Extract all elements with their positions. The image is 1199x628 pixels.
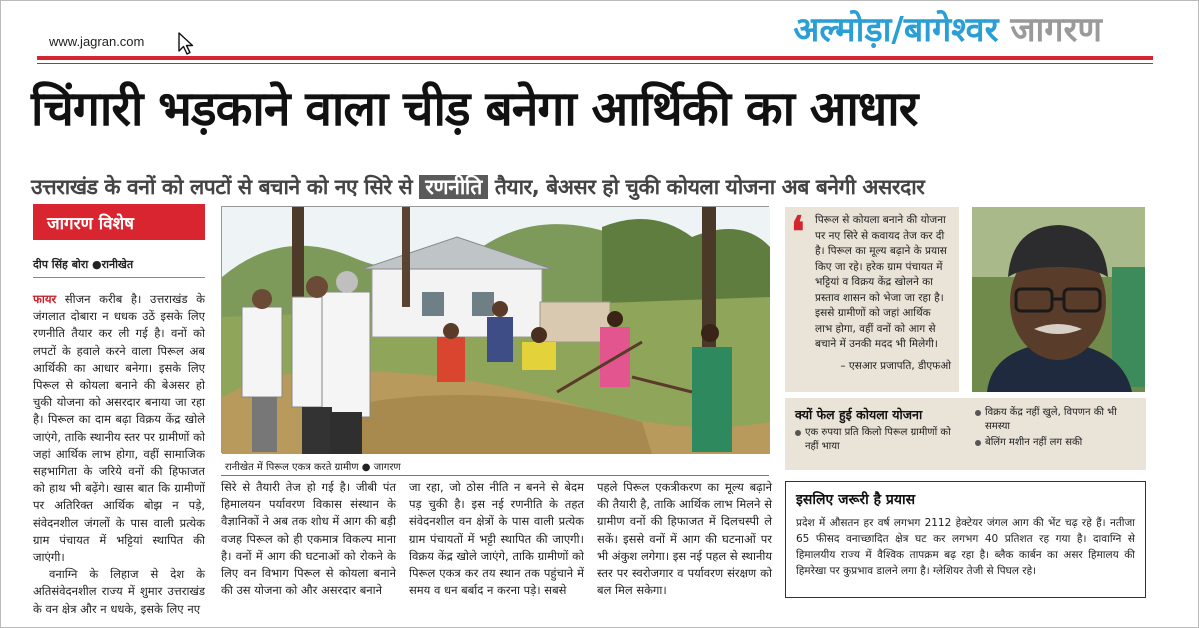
quote-text: पिरूल से कोयला बनाने की योजना पर नए सिरे से कवायद तेज कर दी है। पिरूल का मूल्य बढ़ाने के प्रयास किए जा रहे। हरेक ग्राम पंचायत में भट्टियां व विक्रय केंद्र खोलने का प्रस्ताव शासन को भेजा जा रहा है। इससे ग्रामीणों को जहां आर्थिक लाभ होगा, वहीं वनों को आग से बचाने में उनकी मदद भी मिलेगी। <box>815 214 947 350</box>
byline-divider <box>33 277 205 278</box>
article-column-1 <box>33 291 205 616</box>
why-failed-item <box>975 436 1140 450</box>
why-failed-list-right <box>975 406 1140 452</box>
villagers-collecting-pine-needles-image <box>222 207 770 454</box>
byline: दीप सिंह बोरा ●रानीखेत <box>33 258 134 271</box>
masthead-brand: जागरण <box>1010 10 1102 50</box>
why-failed-item <box>975 406 1140 434</box>
why-scheme-failed-box <box>785 398 1146 470</box>
official-portrait <box>972 207 1145 392</box>
mouse-cursor-icon <box>177 31 195 57</box>
why-failed-item-text: एक रुपया प्रति किलो पिरूल ग्रामीणों को नहीं भाया <box>805 427 951 452</box>
col1-paragraph-2: वनाग्नि के लिहाज से देश के अतिसंवेदनशील राज्य में शुमार उत्तराखंड के वन क्षेत्र और न धधके, इसके लिए नए <box>33 567 205 616</box>
article-column-2: सिरे से तैयारी तेज हो गई है। जीबी पंत हिमालयन पर्यावरण विकास संस्थान के वैज्ञानिकों ने अब तक शोध में आग की बड़ी वजह पिरूल को ही एकमात्र विकल्प माना है। वनों में आग की घटनाओं को रोकने के लिए वन विभाग पिरूल से कोयला बनाने की उस योजना को और असरदार बनाने <box>221 480 396 598</box>
subhead-part-2: तैयार, बेअसर हो चुकी कोयला योजना अब बनेगी असरदार <box>487 175 925 199</box>
why-effort-needed-box <box>785 481 1146 598</box>
article-photo <box>221 206 769 453</box>
headline: चिंगारी भड़काने वाला चीड़ बनेगा आर्थिकी का आधार <box>31 81 918 137</box>
subheadline <box>31 173 1161 201</box>
section-badge: जागरण विशेष <box>33 204 205 240</box>
dfo-portrait-image <box>972 207 1145 392</box>
masthead-city: अल्मोड़ा/बागेश्वर <box>793 10 999 50</box>
photo-caption: रानीखेत में पिरूल एकत्र करते ग्रामीण ● जागरण <box>225 462 401 473</box>
why-failed-title: क्यों फेल हुई कोयला योजना <box>795 407 923 422</box>
masthead-thin-rule <box>37 63 1153 64</box>
article-column-3: जा रहा, जो ठोस नीति न बनने से बेदम पड़ चुकी है। इस नई रणनीति के तहत संवेदनशील वन क्षेत्रों के पास वाली प्रत्येक ग्राम पंचायतों में भट्टी स्थापित की जाएगी। विक्रय केंद्र खोले जाएंगे, ताकि ग्रामीणों को पिरूल एकत्र कर तय स्थान तक पहुंचाने में समय व धन बर्बाद न करना पड़े। सबसे <box>409 480 584 598</box>
caption-divider <box>221 475 769 476</box>
col1-paragraph-1 <box>33 291 205 566</box>
lead-word: फायर <box>33 292 57 306</box>
site-url[interactable]: www.jagran.com <box>49 34 145 49</box>
col1-text: सीजन करीब है। उत्तराखंड के जंगलात दोबारा न धधक उठें इसके लिए रणनीति तैयार कर ली गई है। वनों को लपटों के हवाले करने वाला पिरूल अब आर्थिकी का आधार बनेगा। इसके लिए पिरूल से कोयला बनाने की बेअसर हो चुकी योजना को असरदार बनाया जा रहा है। पिरूल का दाम बढ़ा विक्रय केंद्र खोले जाएंगे, ताकि स्थानीय स्तर पर ग्रामीणों को जहां आर्थिक लाभ होगा, वहीं सामाजिक सहभागिता के जरिये वनों की हिफाजत को हाथ भी बढ़ेंगे। खास बात कि ग्रामीणों पर अतिरिक्त आर्थिक बोझ न पड़े, संवेदनशील जंगलों के पास वाली प्रत्येक ग्राम पंचायत में भट्टियां स्थापित की जाएंगी। <box>33 292 205 565</box>
why-failed-item <box>795 426 955 454</box>
why-failed-item-text: विक्रय केंद्र नहीं खुले, विपणन की भी समस्या <box>985 407 1117 432</box>
quote-mark-icon: ❛ <box>791 207 805 256</box>
masthead <box>793 5 1102 51</box>
official-quote-box <box>785 207 959 392</box>
bullet-icon <box>795 430 801 436</box>
bullet-icon <box>975 410 981 416</box>
masthead-red-rule <box>37 56 1153 60</box>
why-failed-item-text: बेलिंग मशीन नहीं लग सकी <box>985 437 1083 448</box>
bullet-icon <box>975 440 981 446</box>
why-failed-list-left <box>795 426 955 456</box>
article-column-4: पहले पिरूल एकत्रीकरण का मूल्य बढ़ाने की तैयारी है, ताकि आर्थिक लाभ मिलने से ग्रामीण वनों की हिफाजत में दिलचस्पी ले सकें। इससे वनों में आग की घटनाओं पर भी अंकुश लगेगा। इस नई पहल से स्थानीय स्तर पर स्वरोजगार व पर्यावरण संरक्षण को बल मिल सकेगा। <box>597 480 772 598</box>
subhead-highlight: रणनीति <box>419 175 488 199</box>
reason-text: प्रदेश में औसतन हर वर्ष लगभग 2112 हेक्टेयर जंगल आग की भेंट चढ़ रहे हैं। नतीजा 65 फीसद वनाच्छादित क्षेत्र घट कर लगभग 40 प्रतिशत रह गया है। दावाग्नि से हिमालयीय राज्य में वैश्विक तापक्रम बढ़ रहा है। ब्लैक कार्बन का असर हिमालय की हिमरेखा पर कुप्रभाव डालने लगा है। ग्लेशियर तेजी से पिघल रहे। <box>796 517 1135 577</box>
quote-attribution: – एसआर प्रजापति, डीएफओ <box>840 359 951 372</box>
reason-title: इसलिए जरूरी है प्रयास <box>796 492 916 508</box>
subhead-part-1: उत्तराखंड के वनों को लपटों से बचाने को नए सिरे से <box>31 175 420 199</box>
